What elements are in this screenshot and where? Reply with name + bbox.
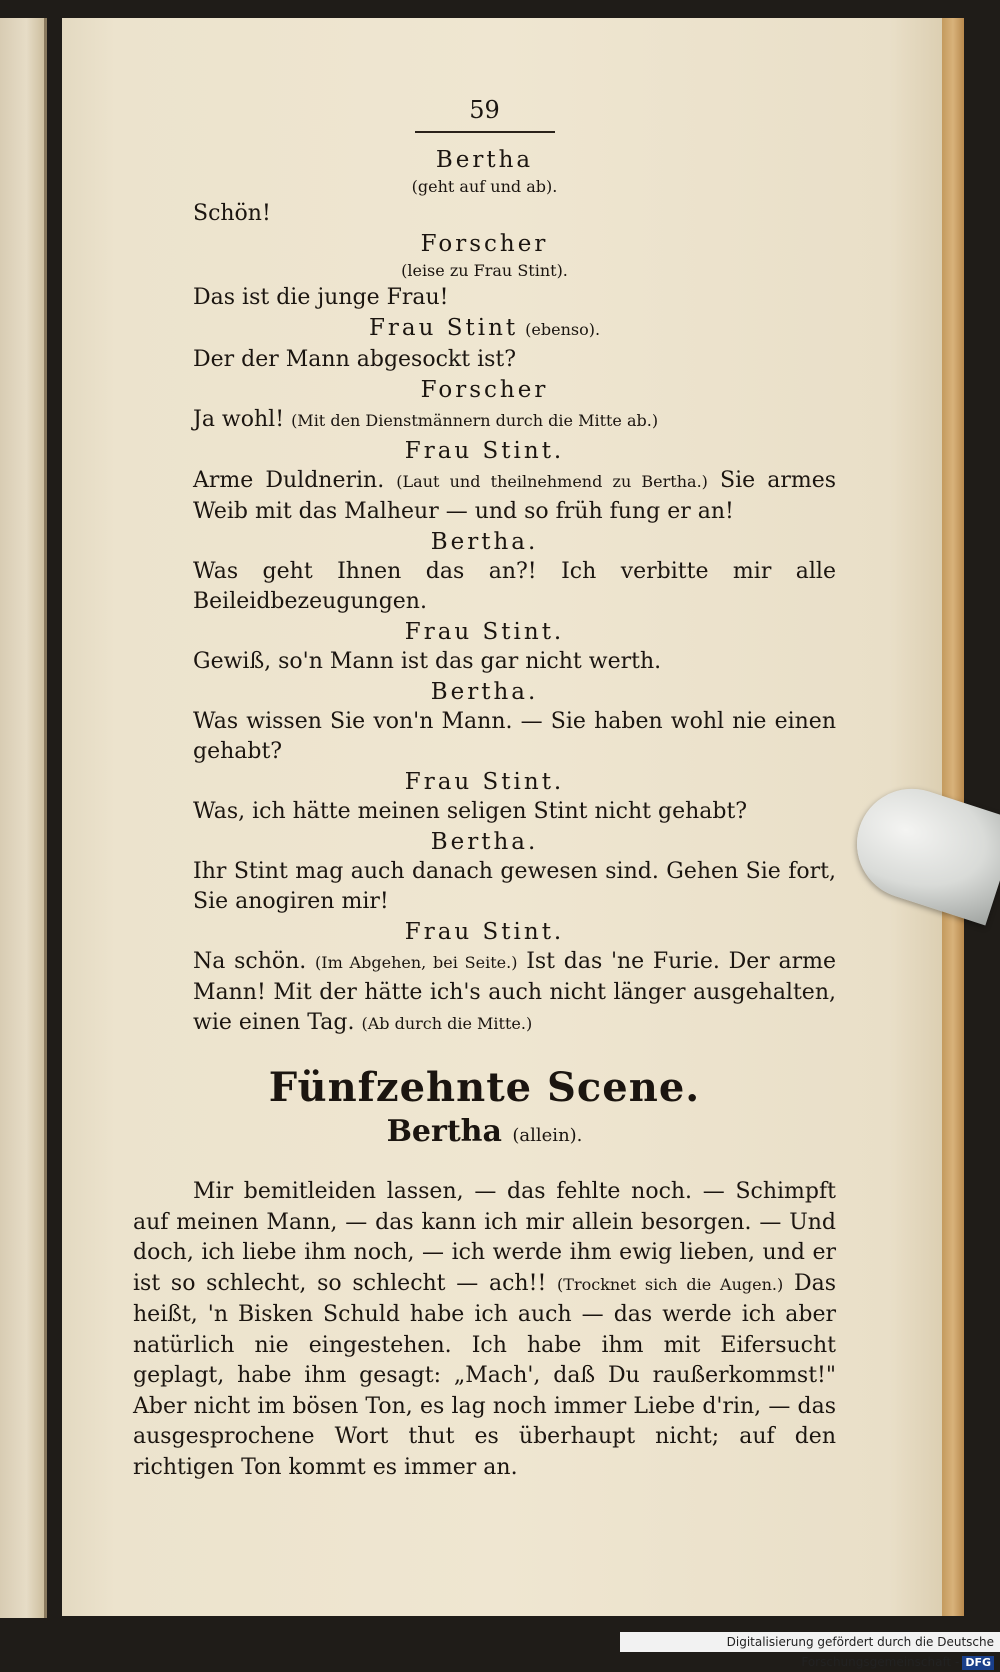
left-page-edge (0, 18, 47, 1618)
speaker-name: Frau Stint (368, 315, 519, 341)
stage-direction: (Ab durch die Mitte.) (361, 1014, 533, 1033)
monologue-paragraph (133, 1177, 836, 1483)
stage-direction: (Mit den Dienstmännern durch die Mitte ab.) (291, 411, 659, 430)
speaker-name: Forscher (420, 231, 549, 257)
speaker-name: Frau Stint. (404, 619, 565, 645)
stage-direction: (Im Abgehen, bei Seite.) (315, 953, 518, 972)
digitization-credit (620, 1632, 1000, 1669)
credit-text: Digitalisierung gefördert durch die Deutsche Forschungsgemeinschaft - (726, 1635, 994, 1669)
dialogue-line: Der der Mann abgesockt ist? (193, 347, 517, 372)
dialogue-text: Sie armes Weib mit das Malheur — und so früh fung er an! (193, 468, 837, 524)
dialogue-line: Was, ich hätte meinen seligen Stint nicht gehabt? (193, 799, 748, 824)
page-number-rule (415, 131, 555, 133)
dialogue-line: Das ist die junge Frau! (193, 285, 449, 310)
speaker-name: Bertha (435, 147, 534, 173)
speaker-line (133, 313, 836, 345)
speaker-name: Frau Stint. (404, 769, 565, 795)
monologue-text: Das heißt, 'n Bisken Schuld habe ich auch — das werde ich aber natürlich nie eingestehen. Ich habe ihm mit Eifersucht geplagt, habe ihm gesagt: „Mach', daß Du raußerkommst!" Aber nicht im bösen Ton, es lag noch immer Liebe d'rin, — das ausgesprochene Wort thut es überhaupt nicht; auf den richtigen Ton kommt es immer an. (133, 1270, 837, 1480)
speaker-name: Frau Stint. (404, 438, 565, 464)
stage-direction: (Trocknet sich die Augen.) (557, 1274, 784, 1294)
speaker-name: Frau Stint. (404, 919, 565, 945)
dialogue-text: Ja wohl! (193, 407, 285, 432)
dialogue-text: Ist das 'ne Furie. Der arme Mann! Mit der hätte ich's auch nicht länger ausgehalten, wie einen Tag. (193, 949, 837, 1035)
dialogue-paragraph: Was geht Ihnen das an?! Ich verbitte mir alle Beileidbezeugungen. (193, 559, 836, 614)
dialogue-paragraph: Was wissen Sie von'n Mann. — Sie haben wohl nie einen gehabt? (193, 709, 836, 764)
dfg-logo: DFG (962, 1656, 994, 1670)
monologue (133, 1177, 836, 1483)
page-number: 59 (469, 96, 500, 124)
stage-direction: (allein). (512, 1125, 583, 1146)
dialogue-line: Schön! (193, 201, 271, 226)
stage-direction: (ebenso). (525, 320, 601, 339)
speaker-name: Bertha. (430, 529, 539, 555)
scene-speaker: Bertha (386, 1114, 502, 1149)
dialogue-text: Arme Duldnerin. (193, 468, 385, 493)
monologue-text: Mir bemitleiden lassen, — das fehlte noch. — Schimpft auf meinen Mann, — das kann ich mir allein besorgen. — Und doch, ich liebe ihm noch, — ich werde ihm ewig lieben, und er ist so schlecht, so schlecht — ach!! (133, 1179, 836, 1296)
page-content (133, 95, 836, 1483)
speaker-name: Bertha. (430, 679, 539, 705)
dialogue-paragraph (133, 947, 836, 1039)
dialogue-line (133, 405, 836, 436)
dialogue-paragraph: Ihr Stint mag auch danach gewesen sind. Gehen Sie fort, Sie anogiren mir! (193, 859, 836, 914)
speaker-name: Bertha. (430, 829, 539, 855)
stage-direction: (Laut und theilnehmend zu Bertha.) (396, 472, 708, 491)
dialogue-line: Gewiß, so'n Mann ist das gar nicht werth. (193, 649, 662, 674)
scene-speaker-line (133, 1114, 836, 1151)
dialogue-text: Na schön. (193, 949, 307, 974)
scene-heading: Fünfzehnte Scene. (268, 1064, 701, 1111)
dialogue-paragraph (133, 466, 836, 527)
stage-direction: (geht auf und ab). (411, 177, 558, 196)
stage-direction: (leise zu Frau Stint). (401, 261, 568, 280)
speaker-name: Forscher (420, 377, 549, 403)
